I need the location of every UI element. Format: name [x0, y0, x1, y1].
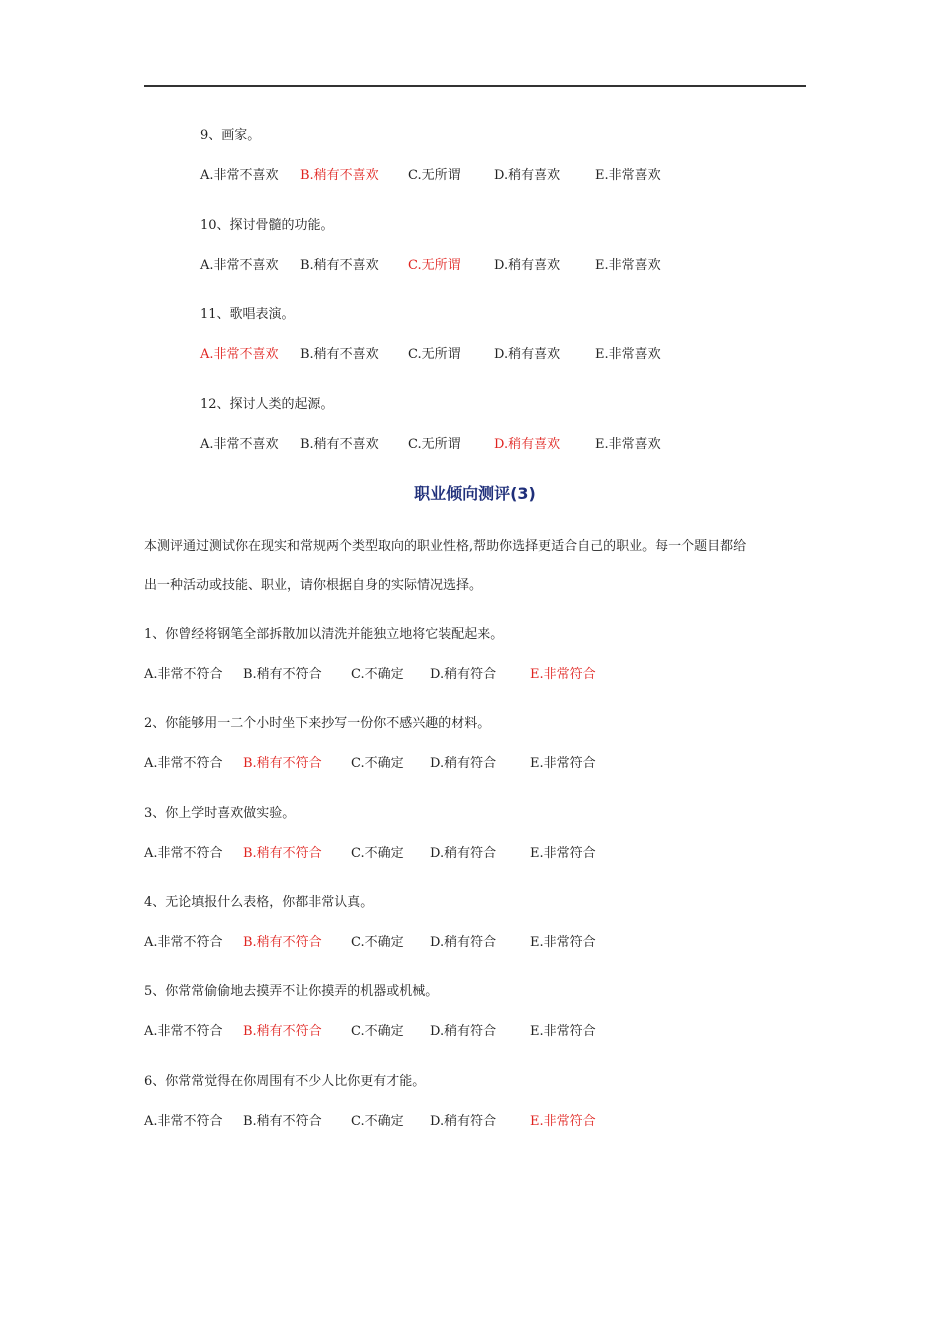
option[interactable]: D.稍有符合: [430, 756, 497, 772]
option-selected[interactable]: B.稍有不喜欢: [300, 168, 379, 183]
option[interactable]: A.非常不符合: [144, 845, 223, 861]
question-text: 11、歌唱表演。: [200, 307, 295, 322]
question-text: 2、你能够用一二个小时坐下来抄写一份你不感兴趣的材料。: [144, 716, 491, 732]
option[interactable]: E.非常符合: [530, 934, 596, 950]
option[interactable]: A.非常不喜欢: [200, 436, 279, 452]
option-selected[interactable]: B.稍有不符合: [243, 845, 322, 861]
question-text: 6、你常常觉得在你周围有不少人比你更有才能。: [144, 1073, 426, 1089]
option[interactable]: E.非常喜欢: [595, 436, 661, 452]
question-text: 12、探讨人类的起源。: [200, 396, 334, 412]
question-text: 5、你常常偷偷地去摸弄不让你摸弄的机器或机械。: [144, 984, 439, 1000]
option[interactable]: C.不确定: [351, 1024, 404, 1040]
option[interactable]: C.无所谓: [408, 436, 461, 452]
option-row: [0, 665, 950, 685]
option-selected[interactable]: B.稍有不符合: [243, 934, 322, 950]
option[interactable]: A.非常不符合: [144, 934, 223, 950]
option[interactable]: D.稍有喜欢: [494, 257, 561, 273]
option[interactable]: C.不确定: [351, 845, 404, 861]
option[interactable]: D.稍有符合: [430, 667, 497, 682]
option[interactable]: C.无所谓: [408, 347, 461, 362]
question-text: 1、你曾经将钢笔全部拆散加以清洗并能独立地将它装配起来。: [144, 627, 504, 642]
option[interactable]: B.稍有不喜欢: [300, 436, 379, 452]
option[interactable]: A.非常不符合: [144, 1113, 223, 1129]
option[interactable]: E.非常符合: [530, 1024, 596, 1040]
option[interactable]: C.不确定: [351, 756, 404, 772]
option[interactable]: C.无所谓: [408, 168, 461, 183]
option[interactable]: B.稍有不符合: [243, 667, 322, 682]
option-row: [0, 166, 950, 186]
option-row: [0, 844, 950, 864]
option-row: [0, 256, 950, 276]
option-selected[interactable]: B.稍有不符合: [243, 756, 322, 772]
option[interactable]: D.稍有符合: [430, 845, 497, 861]
option[interactable]: A.非常不符合: [144, 667, 223, 682]
header-rule: [144, 85, 806, 87]
question-text: 4、无论填报什么表格，你都非常认真。: [144, 894, 374, 910]
question-text: 9、画家。: [200, 128, 261, 143]
option-row: [0, 754, 950, 774]
option[interactable]: E.非常符合: [530, 756, 596, 772]
option-row: [0, 933, 950, 953]
option[interactable]: E.非常符合: [530, 845, 596, 861]
option[interactable]: A.非常不符合: [144, 1024, 223, 1040]
question-text: 10、探讨骨髓的功能。: [200, 217, 334, 233]
option[interactable]: D.稍有喜欢: [494, 168, 561, 183]
option-selected[interactable]: D.稍有喜欢: [494, 436, 561, 452]
intro-line-1: 本测评通过测试你在现实和常规两个类型取向的职业性格,帮助你选择更适合自己的职业。每一个题目都给: [144, 539, 747, 554]
option[interactable]: C.不确定: [351, 934, 404, 950]
option[interactable]: D.稍有喜欢: [494, 347, 561, 362]
option[interactable]: E.非常喜欢: [595, 257, 661, 273]
option[interactable]: D.稍有符合: [430, 934, 497, 950]
option-row: [0, 345, 950, 365]
option[interactable]: C.不确定: [351, 1113, 404, 1129]
option-selected[interactable]: A.非常不喜欢: [200, 347, 279, 362]
option[interactable]: C.不确定: [351, 667, 404, 682]
option[interactable]: E.非常喜欢: [595, 168, 661, 183]
option-selected[interactable]: E.非常符合: [530, 667, 596, 682]
option-selected[interactable]: C.无所谓: [408, 257, 461, 273]
option-selected[interactable]: B.稍有不符合: [243, 1024, 322, 1040]
option[interactable]: A.非常不喜欢: [200, 168, 279, 183]
option-row: [0, 1112, 950, 1132]
intro-line-2: 出一种活动或技能、职业，请你根据自身的实际情况选择。: [144, 578, 483, 593]
option[interactable]: A.非常不喜欢: [200, 257, 279, 273]
option[interactable]: B.稍有不符合: [243, 1113, 322, 1129]
option[interactable]: D.稍有符合: [430, 1113, 497, 1129]
option-row: [0, 1022, 950, 1042]
section-title: 职业倾向测评(3): [414, 484, 536, 503]
option[interactable]: B.稍有不喜欢: [300, 257, 379, 273]
option[interactable]: B.稍有不喜欢: [300, 347, 379, 362]
option[interactable]: E.非常喜欢: [595, 347, 661, 362]
option[interactable]: A.非常不符合: [144, 756, 223, 772]
option[interactable]: D.稍有符合: [430, 1024, 497, 1040]
question-text: 3、你上学时喜欢做实验。: [144, 805, 296, 821]
option-selected[interactable]: E.非常符合: [530, 1113, 596, 1129]
option-row: [0, 435, 950, 455]
